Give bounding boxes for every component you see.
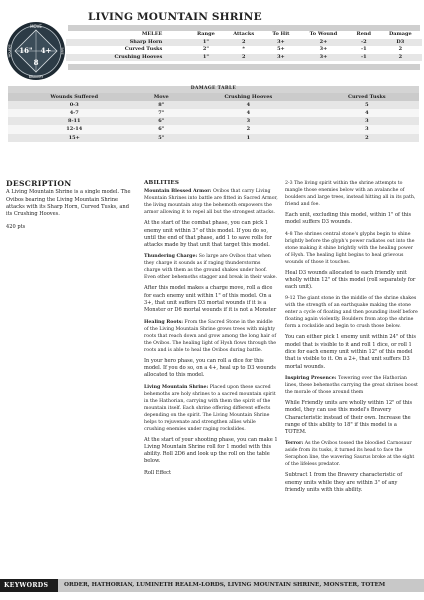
shrine-effect-rule: Each unit, excluding this model, within 1" of this model suffers D3 wounds.: [285, 212, 412, 226]
ability-name: Thundering Charge:: [144, 254, 198, 260]
damage-col-tusks: Curved Tusks: [315, 93, 419, 101]
ability-living-mountain-shrine: [144, 384, 278, 433]
melee-cell: Curved Tusks: [124, 46, 163, 53]
melee-row: [66, 46, 422, 54]
damage-cell: 2: [315, 134, 419, 142]
melee-cell: 5+: [277, 46, 285, 53]
melee-col-damage: Damage: [388, 31, 412, 37]
damage-cell: 4: [182, 109, 315, 117]
shrine-effects-section: [285, 180, 418, 498]
ability-flavor: As the Ovibos tossed the bloodied Carnosaur aside from its tusks, it turned its head to face the Seraphon line, the wavering Saurus broke at the sight of the lifeless predator.: [285, 441, 415, 468]
description-section: [6, 180, 134, 236]
ability-flavor: From the Sacred Stone in the middle of the Living Mountain Shrine grows trees with mighty roots that reach down and grow among the long hair of the Ovibos. The healing light of Hysh flows through the roots and is able to heal the Ovibos during battle.: [144, 319, 277, 353]
melee-cell: *: [242, 46, 245, 53]
ability-flavor: Towering over the Hathorian lines, these behemoths carrying the great shrines boost the morale of those around them: [285, 375, 418, 395]
melee-cell: 3+: [319, 46, 328, 53]
page-title: LIVING MOUNTAIN SHRINE: [88, 11, 262, 23]
ability-rule: Subtract 1 from the Bravery characteristic of enemy units while they are within 3" of any friendly units with this ability.: [285, 472, 403, 494]
damage-table-title: DAMAGE TABLE: [8, 86, 419, 93]
melee-cell: 1": [188, 54, 223, 62]
damage-cell: 5": [140, 134, 182, 142]
melee-weapons-table: [66, 31, 422, 61]
melee-col-rend: Rend: [356, 31, 372, 37]
roll-effect-label: Roll Effect: [144, 469, 172, 476]
keywords-bar: [0, 579, 424, 592]
damage-cell: 12-14: [8, 125, 140, 133]
melee-cell: 2: [224, 39, 264, 47]
damage-table-grid: [8, 93, 419, 142]
melee-cell: Sharp Horn: [66, 39, 188, 47]
damage-cell: 0-3: [8, 101, 140, 109]
damage-row: [8, 101, 419, 109]
melee-cell: -1: [361, 46, 367, 53]
damage-col-hooves: Crushing Hooves: [182, 93, 315, 101]
damage-col-move: Move: [140, 93, 182, 101]
damage-cell: 4: [182, 101, 315, 109]
emblem-bravery-value: 8: [33, 58, 39, 67]
ability-rule: While Friendly units are wholly within 12" of this model, they can use this model's Bravery Characteristic instead of their own. Increase the range of this ability to 18" if this model is a TOTEM.: [285, 399, 413, 436]
damage-cell: 5: [315, 101, 419, 109]
description-text: A Living Mountain Shrine is a single model. The Ovibos bearing the Living Mountain Shrine attacks with its Sharp Horn, Curved Tusks, and its Crushing Hooves.: [6, 189, 131, 218]
emblem-wounds-label: WOUNDS: [7, 44, 12, 58]
damage-table: [8, 86, 419, 142]
damage-col-wounds: Wounds Suffered: [8, 93, 140, 101]
melee-col-to-hit: To Hit: [272, 31, 290, 37]
damage-cell: 6": [140, 117, 182, 125]
melee-cell: 1": [188, 39, 223, 47]
header-bar-bottom: [68, 64, 420, 70]
ability-terror: [285, 440, 418, 468]
melee-col-to-wound: To Wound: [309, 31, 338, 37]
description-heading: DESCRIPTION: [6, 179, 72, 188]
melee-cell: -1: [349, 54, 379, 62]
damage-row: [8, 125, 419, 133]
ability-name: Inspiring Presence:: [285, 375, 337, 381]
shrine-effect-rule: You can either pick 1 enemy unit within 24" of this model that is visible to it and roll 1 dice, or roll 1 dice for each enemy unit within 12" of this model that is visible to it. On a 2+, that unit suffers D3 mortal wounds.: [285, 334, 416, 370]
melee-cell: 2": [202, 46, 209, 53]
melee-cell: 2: [379, 54, 422, 62]
damage-cell: 1: [182, 134, 315, 142]
abilities-heading: ABILITIES: [144, 180, 180, 186]
emblem-move-value: 16": [19, 46, 33, 55]
damage-cell: 15+: [8, 134, 140, 142]
ability-name: Mountain Blessed Armor:: [144, 189, 212, 195]
ability-rule: In your hero phase, you can roll a dice for this model. If you do so, on a 4+, heal up to D3 wounds allocated to this model.: [144, 357, 276, 379]
damage-cell: 4: [315, 109, 419, 117]
ability-name: Healing Roots:: [144, 319, 184, 325]
melee-cell: 3+: [264, 39, 298, 47]
abilities-section: [144, 180, 278, 481]
melee-header-row: [66, 31, 422, 39]
melee-col-attacks: Attacks: [233, 31, 255, 37]
melee-cell: 3+: [298, 54, 349, 62]
damage-cell: 8": [140, 101, 182, 109]
melee-cell: 2+: [298, 39, 349, 47]
melee-cell: -2: [349, 39, 379, 47]
damage-row: [8, 109, 419, 117]
ability-flavor: So large are Ovibos that when they charge it sounds as if raging thunderstorms charge with them as the ground shakes under hoof. Even other behemoths stagger and break in their wake.: [144, 254, 278, 281]
ability-name: Living Mountain Shrine:: [144, 384, 209, 390]
stat-emblem: [6, 21, 66, 81]
ability-rule: At the start of the combat phase, you can pick 1 enemy unit within 3" of this model. If you do so, until the end of that phase, add 1 to save rolls for attacks made by that unit that target this model.: [144, 220, 272, 249]
emblem-bravery-label: BRAVERY: [28, 75, 44, 79]
shrine-effect-flavor: 2-3 The living spirit within the shrine attempts to mangle those enemies below with an avalanche of boulders and large trees, instead hitting all in its path, friend and foe.: [285, 181, 416, 207]
keywords-list: ORDER, HATHORIAN, LUMINETH REALM-LORDS, LIVING MOUNTAIN SHRINE, MONSTER, TOTEM: [64, 582, 386, 588]
melee-cell: 3+: [264, 54, 298, 62]
ability-healing-roots: [144, 319, 278, 354]
damage-cell: 3: [315, 117, 419, 125]
ability-mountain-blessed-armor: [144, 188, 278, 216]
damage-cell: 7": [140, 109, 182, 117]
melee-cell: 2: [224, 54, 264, 62]
shrine-effect-flavor: 9-12 The giant stone in the middle of the shrine shakes with the strength of an earthquake making the stone enter a cycle of floating and then pounding itself before floating again violently. Boulders from atop the shrine form a rockslide and begin to crush those below.: [285, 296, 418, 330]
emblem-save-value: 4+: [40, 46, 52, 55]
damage-cell: 2: [182, 125, 315, 133]
melee-col-weapon: MELEE: [141, 31, 163, 37]
damage-cell: 4-7: [8, 109, 140, 117]
damage-cell: 6": [140, 125, 182, 133]
damage-cell: 3: [182, 117, 315, 125]
ability-inspiring-presence: [285, 375, 418, 396]
ability-name: Terror:: [285, 441, 304, 447]
melee-cell: 2: [398, 46, 403, 53]
ability-thundering-charge: [144, 253, 278, 281]
emblem-move-label: MOVE: [30, 24, 42, 29]
melee-cell: D3: [379, 39, 422, 47]
ability-rule: After this model makes a charge move, roll a dice for each enemy unit within 1" of this model. On a 3+, that unit suffers D3 mortal wounds if it is a Monster or D6 mortal wounds if it is not a Monster: [144, 285, 277, 314]
points-value: 420 pts: [6, 224, 26, 231]
damage-header-row: [8, 93, 419, 101]
melee-row: [66, 39, 422, 47]
melee-row: [66, 54, 422, 62]
ability-flavor: Placed upon these sacred behemoths are holy shrines to a sacred mountain spirit in the Hathorian, carrying with them the spirit of the mountain itself. Each shrine offering different effects depending on the spirit. The Living Mountain Shrine helps to rejuvenate and strengthen allies while crushing enemies under raging rockslides.: [144, 384, 276, 432]
melee-cell: Crushing Hooves: [66, 54, 188, 62]
damage-row: [8, 134, 419, 142]
shrine-effect-rule: Heal D3 wounds allocated to each friendly unit wholly within 12" of this model (roll separately for each unit).: [285, 269, 416, 291]
emblem-save-label: SAVE: [60, 47, 65, 55]
ability-rule: At the start of your shooting phase, you can make 1 Living Mountain Shrine roll for 1 model with this ability. Roll 2D6 and look up the roll on the table below.: [144, 436, 278, 465]
shrine-effect-flavor: 4-8 The shrines central stone's glyphs begin to shine brightly before the glyph's power radiates out into the stone making it shine brightly with the healing power of Hysh. The healing light begins to heal grievous wounds of those it touches.: [285, 231, 415, 265]
ability-flavor: Ovibos that carry Living Mountain Shrines into battle are fitted in Sacred Armor, the living mountain atop the behemoth empowers the armor allowing it to repel all but the strongest attacks.: [144, 189, 278, 216]
damage-row: [8, 117, 419, 125]
damage-cell: 3: [315, 125, 419, 133]
melee-col-range: Range: [197, 31, 215, 37]
damage-cell: 8-11: [8, 117, 140, 125]
keywords-label: KEYWORDS: [0, 579, 58, 592]
